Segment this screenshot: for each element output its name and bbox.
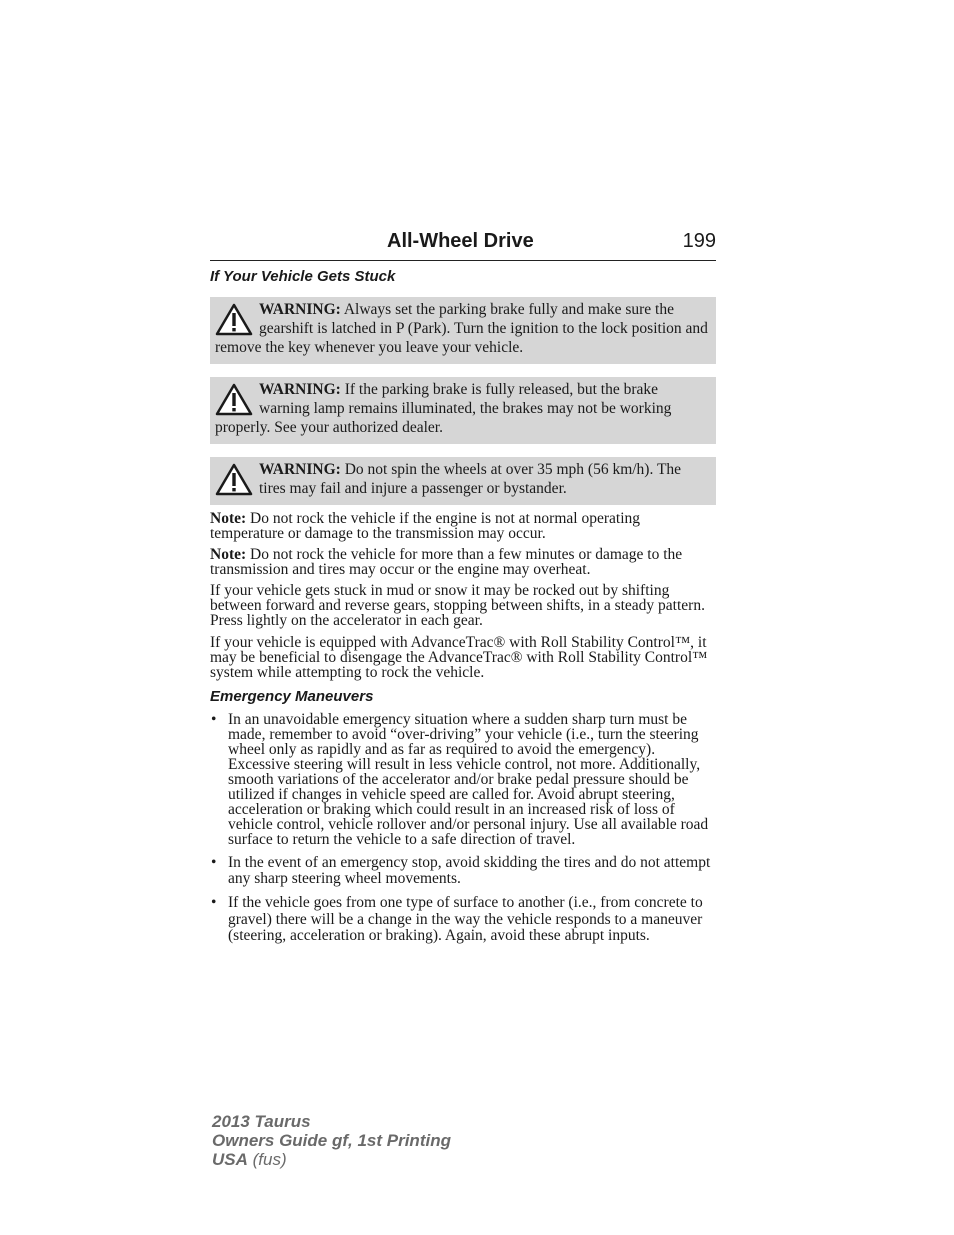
footer-region-main: USA xyxy=(212,1150,248,1169)
page-header xyxy=(210,230,716,261)
note-paragraph xyxy=(210,511,716,541)
warning-triangle-icon xyxy=(215,462,253,496)
list-item xyxy=(210,895,716,945)
bullet-list xyxy=(210,712,716,945)
footer-edition: Owners Guide gf, 1st Printing xyxy=(212,1131,451,1150)
warning-text: Always set the parking brake fully and make sure the gearshift is latched in P (Park). Turn the ignition to the lock position and remove the key whenever you leave your vehicle. xyxy=(215,301,708,356)
note-label: Note: xyxy=(210,510,247,527)
bullet-icon: • xyxy=(211,854,217,871)
warning-triangle-icon xyxy=(215,302,253,336)
warning-box xyxy=(210,377,716,444)
warning-triangle-icon xyxy=(215,382,253,416)
footer-region-code: (fus) xyxy=(247,1150,287,1169)
bullet-icon: • xyxy=(211,894,217,911)
body-paragraph: If your vehicle is equipped with AdvanceTrac® with Roll Stability Control™, it may be beneficial to disengage the AdvanceTrac® with Roll Stability Control™ system while attempting to rock the vehicle. xyxy=(210,634,708,681)
bullet-icon: • xyxy=(211,711,217,728)
warning-box xyxy=(210,297,716,364)
body-paragraph: If your vehicle gets stuck in mud or snow it may be rocked out by shifting between forward and reverse gears, stopping between shifts, in a steady pattern. Press lightly on the accelerator in each gear. xyxy=(210,582,705,629)
note-text: Do not rock the vehicle for more than a few minutes or damage to the transmission and tires may occur or the engine may overheat. xyxy=(210,546,683,578)
warning-label: WARNING: xyxy=(259,461,341,478)
note-label: Note: xyxy=(210,546,247,563)
page-content xyxy=(210,268,716,953)
note-text: Do not rock the vehicle if the engine is not at normal operating temperature or damage to the transmission may occur. xyxy=(210,510,640,542)
footer xyxy=(212,1112,451,1169)
warning-text: If the parking brake is fully released, but the brake warning lamp remains illuminated, the brakes may not be working properly. See your authorized dealer. xyxy=(215,381,672,436)
footer-region xyxy=(212,1150,451,1169)
page-number: 199 xyxy=(682,230,716,252)
page-title: All-Wheel Drive xyxy=(387,230,534,252)
footer-model: 2013 Taurus xyxy=(212,1112,311,1131)
warning-box xyxy=(210,457,716,505)
warning-label: WARNING: xyxy=(259,301,341,318)
warning-text: Do not spin the wheels at over 35 mph (56 km/h). The tires may fail and injure a passenger or bystander. xyxy=(259,461,682,497)
section-heading-emergency: Emergency Maneuvers xyxy=(210,688,374,705)
list-item-text: In an unavoidable emergency situation where a sudden sharp turn must be made, remember to avoid “over-driving” your vehicle (i.e., turn the steering wheel only as rapidly and as far as required to avoid the emergency). Excessive steering will result in less vehicle control, not more. Additionally, smooth variations of the accelerator and/or brake pedal pressure should be utilized if changes in vehicle speed are called for. Avoid abrupt steering, acceleration or braking which could result in an increased risk of loss of vehicle control, vehicle rollover and/or personal injury. Use all available road surface to return the vehicle to a safe direction of travel. xyxy=(228,711,709,848)
warning-label: WARNING: xyxy=(259,381,341,398)
list-item xyxy=(210,712,716,847)
list-item-text: If the vehicle goes from one type of surface to another (i.e., from concrete to gravel) there will be a change in the way the vehicle responds to a maneuver (steering, acceleration or braking). Again, avoid these abrupt inputs. xyxy=(228,894,703,944)
section-heading-stuck: If Your Vehicle Gets Stuck xyxy=(210,268,396,285)
list-item-text: In the event of an emergency stop, avoid skidding the tires and do not attempt any sharp steering wheel movements. xyxy=(228,854,711,887)
note-paragraph xyxy=(210,547,716,577)
list-item xyxy=(210,855,716,887)
